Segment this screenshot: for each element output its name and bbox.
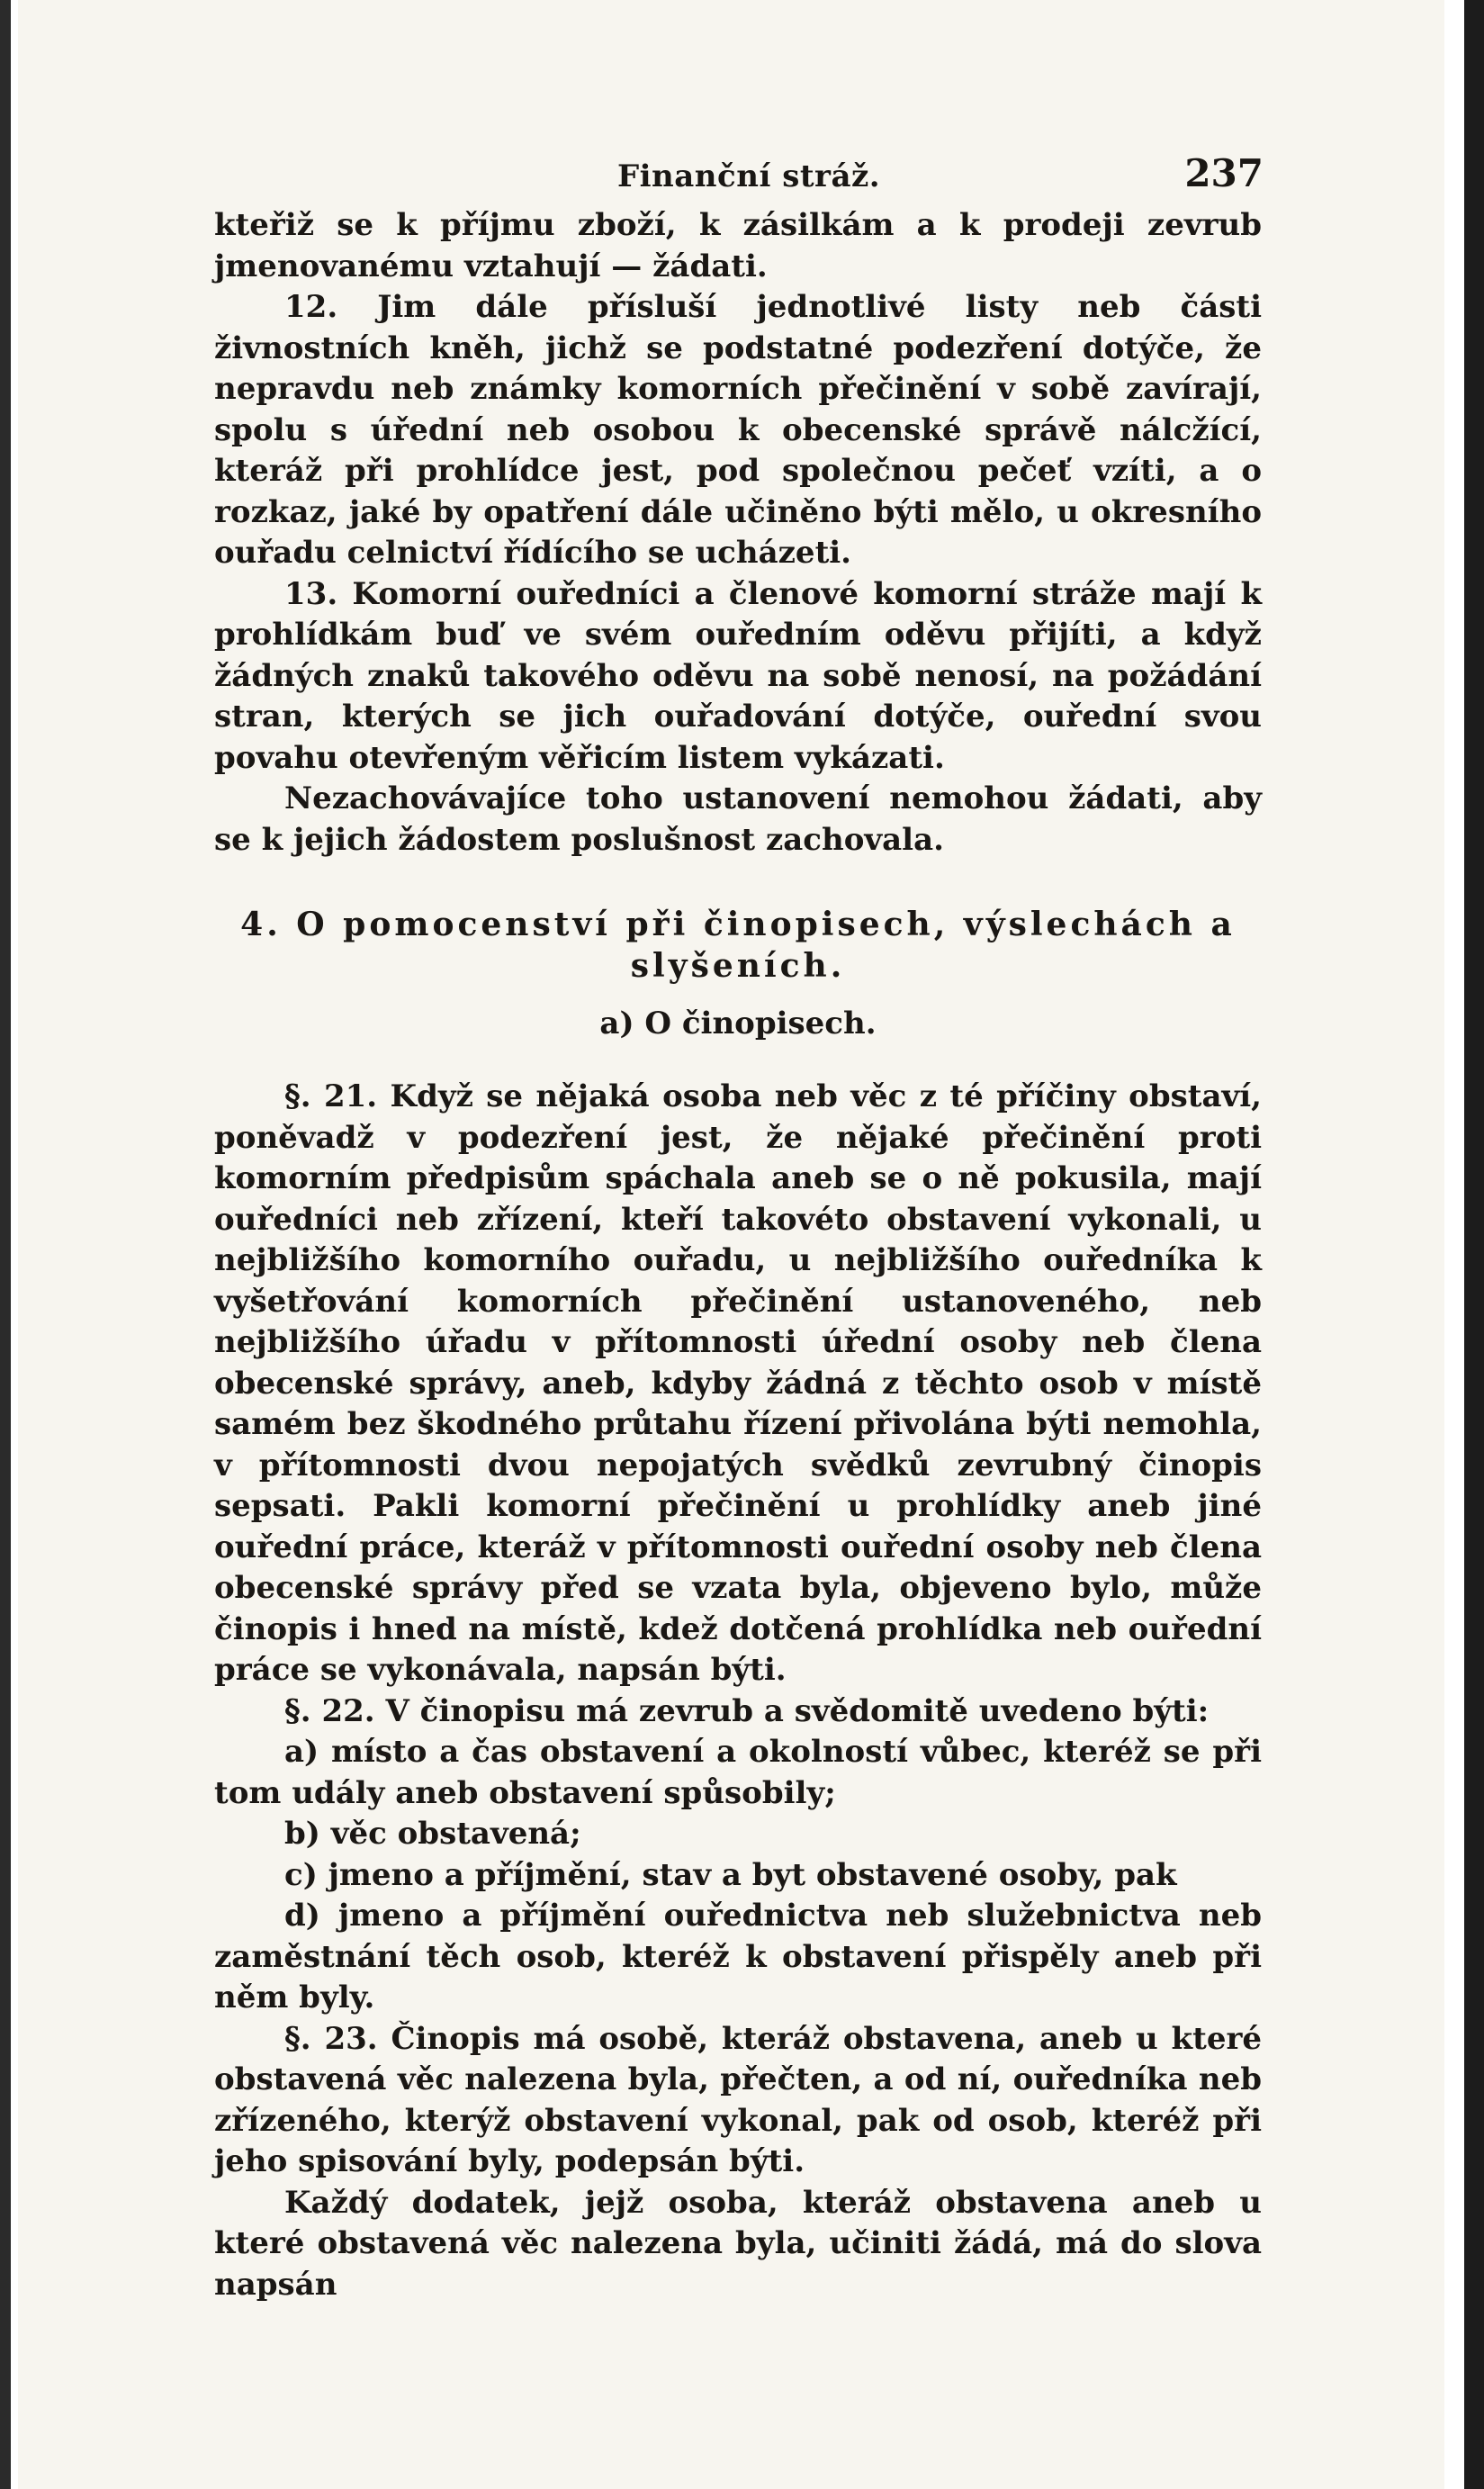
paragraph-23: §. 23. Činopis má osobě, kteráž obstavena, aneb u které obstavená věc nalezena byla, přečten, a od ní, ouředníka neb zřízeného, kterýž obstavení vykonal, pak od osob, kteréž při jeho spisování byly, podepsán býti. bbox=[214, 2020, 1262, 2179]
running-title: Finanční stráž. bbox=[617, 158, 881, 194]
list-item-d: d) jmeno a příjmění ouřednictva neb služebnictva neb zaměstnání těch osob, kteréž k obstavení přispěly aneb při něm byly. bbox=[214, 1898, 1262, 2016]
paragraph-addendum: Každý dodatek, jejž osoba, kteráž obstavena aneb u které obstavená věc nalezena byla, učiniti žádá, má do slova napsán bbox=[214, 2184, 1262, 2303]
list-item-c: c) jmeno a příjmění, stav a byt obstavené osoby, pak bbox=[284, 1856, 1177, 1893]
page-content bbox=[214, 151, 1262, 2305]
paragraph-13: 13. Komorní ouředníci a členové komorní stráže mají k prohlídkám buď ve svém ouředním oděvu přijíti, a když žádných znaků takového oděvu na sobě nenosí, na požádání stran, kterých se jich ouřadování dotýče, ouřední svou povahu otevřeným věřicím listem vykázati. bbox=[214, 575, 1262, 776]
page-number: 237 bbox=[1184, 151, 1264, 195]
subsection-heading: a) O činopisech. bbox=[599, 1006, 877, 1042]
page-header bbox=[214, 151, 1262, 205]
paragraph-22: §. 22. V činopisu má zevrub a svědomitě uvedeno býti: bbox=[284, 1692, 1210, 1729]
scan-border-right bbox=[1464, 0, 1484, 2489]
book-page bbox=[18, 0, 1444, 2489]
list-item-a: a) místo a čas obstavení a okolností vůbec, kteréž se při tom udály aneb obstavení spůsobily; bbox=[214, 1734, 1262, 1811]
paragraph-12: 12. Jim dále přísluší jednotlivé listy neb části živnostních kněh, jichž se podstatné podezření dotýče, že nepravdu neb známky komorních přečinění v sobě zavírají, spolu s úřední neb osobou k obecenské správě nálcžící, kteráž při prohlídce jest, pod společnou pečeť vzíti, a o rozkaz, jaké by opatření dále učiněno býti mělo, u okresního ouřadu celnictví řídícího se ucházeti. bbox=[214, 289, 1262, 571]
paragraph-21: §. 21. Když se nějaká osoba neb věc z té příčiny obstaví, poněvadž v podezření jest, že nějaké přečinění proti komorním předpisům spáchala aneb se o ně pokusila, mají ouředníci neb zřízení, kteří takovéto obstavení vykonali, u nejbližšího komorního ouřadu, u nejbližšího ouředníka k vyšetřování komorních přečinění ustanoveného, neb nejbližšího úřadu v přítomnosti úřední osoby neb člena obecenské správy, aneb, kdyby žádná z těchto osob v místě samém bez škodného průtahu řízení přivolána býti nemohla, v přítomnosti dvou nepojatých svědků zevrubný činopis sepsati. Pakli komorní přečinění u prohlídky aneb jiné ouřední práce, kteráž v přítomnosti ouřední osoby neb člena obecenské správy před se vzata byla, objeveno bylo, může činopis i hned na místě, kdež dotčená prohlídka neb ouřední práce se vykonávala, napsán býti. bbox=[214, 1078, 1262, 1688]
paragraph-continuation: kteřiž se k příjmu zboží, k zásilkám a k prodeji zevrub jmenovanému vztahují — žádati. bbox=[214, 207, 1262, 284]
body-text bbox=[214, 205, 1262, 2305]
section-heading: 4. O pomocenství při činopisech, výslechách a slyšeních. bbox=[240, 906, 1236, 985]
scan-border-left bbox=[0, 0, 11, 2489]
paragraph-note: Nezachovávajíce toho ustanovení nemohou žádati, aby se k jejich žádostem poslušnost zachovala. bbox=[214, 780, 1262, 858]
list-item-b: b) věc obstavená; bbox=[284, 1816, 581, 1852]
